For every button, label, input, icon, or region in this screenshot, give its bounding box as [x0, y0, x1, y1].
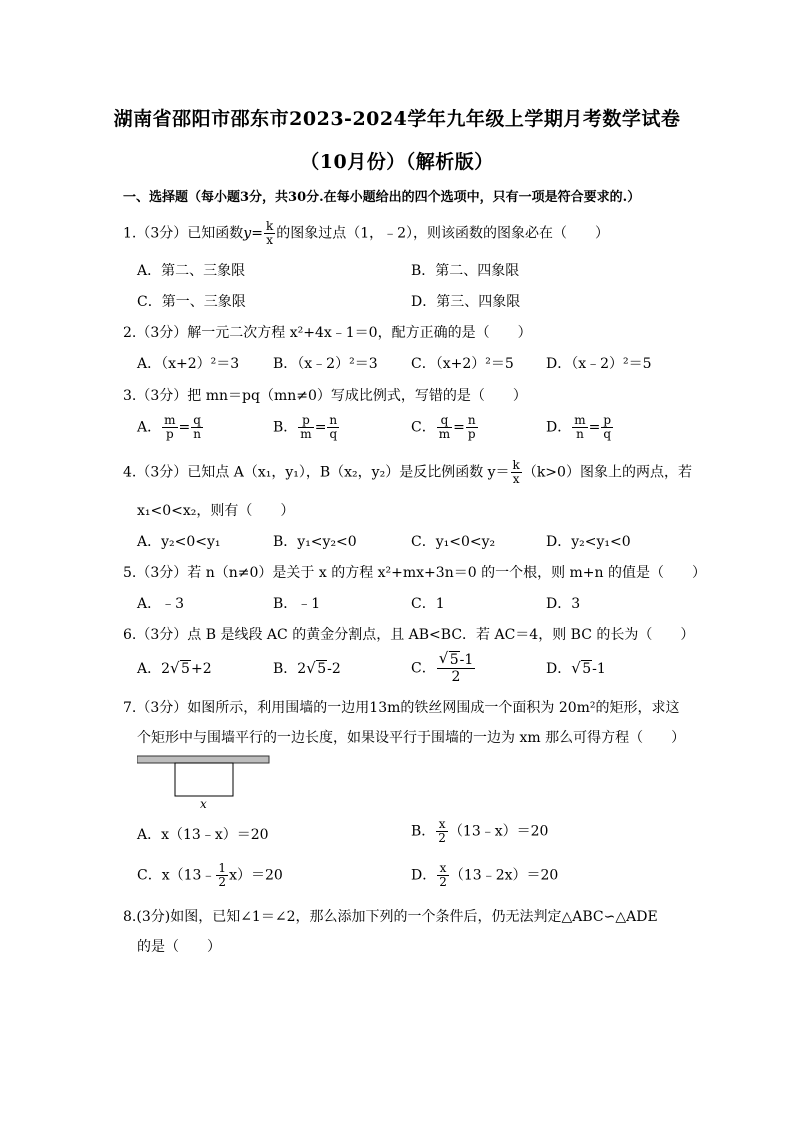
- rectangle: [175, 763, 233, 796]
- question-4-line-2: x₁<0<x₂，则有（ ）: [137, 503, 295, 519]
- option-b: B．第二、四象限: [411, 263, 520, 279]
- option-b: B．﹣1: [273, 596, 321, 612]
- option-a: A．y₂<0<y₁: [137, 534, 221, 550]
- question-1: 1.（3分）已知函数y= $\frac{k}{x}$ 的图象过点（1，﹣2），则该函数的图象必在（ ）: [123, 219, 610, 247]
- question-7: 7.（3分）如图所示，利用围墙的一边用13m的铁丝网围成一个面积为 20m²的矩形，求这: [123, 700, 680, 716]
- option-d: D． $\frac{m}{n}$ = $\frac{p}{q}$: [546, 413, 612, 441]
- question-5: 5.（3分）若 n（n≠0）是关于 x 的方程 x²+mx+3n＝0 的一个根，则 m+n 的值是（ ）: [123, 565, 706, 581]
- option-c: C．第一、三象限: [137, 294, 246, 310]
- option-b: B．2√ 5-2: [273, 658, 341, 678]
- option-d: D．（x﹣2）²＝5: [546, 356, 652, 372]
- question-6: 6.（3分）点 B 是线段 AC 的黄金分割点，且 AB<BC．若 AC＝4，则 BC 的长为（ ）: [123, 627, 695, 643]
- question-3: 3.（3分）把 mn＝pq（mn≠0）写成比例式，写错的是（ ）: [123, 388, 527, 404]
- option-a: A．第二、三象限: [137, 263, 246, 279]
- option-b: B．（x﹣2）²＝3: [273, 356, 378, 372]
- option-d: D．y₂<y₁<0: [546, 534, 631, 550]
- option-c: C． $\frac{q}{m}$ = $\frac{n}{p}$: [411, 413, 476, 441]
- option-a: A．x（13﹣x）＝20: [137, 827, 269, 843]
- option-a: A． $\frac{m}{p}$ = $\frac{q}{n}$: [137, 413, 201, 441]
- question-7-line-2: 个矩形中与围墙平行的一边长度，如果设平行于围墙的一边为 xm 那么可得方程（ ）: [137, 730, 686, 746]
- option-b: B． $\frac{p}{m}$ = $\frac{n}{q}$: [273, 413, 338, 441]
- option-c: C． √ $\frac{5-1}{2}$: [411, 652, 476, 685]
- question-8-line-2: 的是（ ）: [137, 939, 221, 955]
- title-line-1: 湖南省邵阳市邵东市2023-2024学年九年级上学期月考数学试卷: [113, 108, 681, 130]
- option-a: A．﹣3: [137, 596, 185, 612]
- question-number: 1.: [123, 225, 137, 242]
- fraction: $\frac{k}{x}$: [265, 219, 274, 247]
- question-2: 2.（3分）解一元二次方程 x²+4x﹣1＝0，配方正确的是（ ）: [123, 325, 532, 341]
- option-a: A．（x+2）²＝3: [137, 356, 240, 372]
- option-d: D． $\frac{x}{2}$ （13﹣2x）＝20: [411, 861, 559, 889]
- option-c: C．1: [411, 596, 445, 612]
- question-score: （3分）: [136, 225, 188, 242]
- section-heading: 一、选择题（每小题3分，共30分.在每小题给出的四个选项中，只有一项是符合要求的.）: [123, 190, 641, 205]
- wall-rectangle-diagram: [137, 752, 277, 812]
- diagram-x-label: x: [200, 797, 207, 811]
- option-d: D．3: [546, 596, 581, 612]
- option-b: B．y₁<y₂<0: [273, 534, 357, 550]
- option-a: A．2√ 5+2: [137, 658, 212, 678]
- option-c: C．y₁<0<y₂: [411, 534, 496, 550]
- option-b: B． $\frac{x}{2}$ （13﹣x）＝20: [411, 817, 549, 845]
- option-d: D．第三、四象限: [411, 294, 521, 310]
- question-4: 4.（3分）已知点 A（x₁，y₁），B（x₂，y₂）是反比例函数 y＝ $\frac{k}{x}$ （k>0）图象上的两点，若: [123, 458, 692, 486]
- question-8: 8.(3分)如图，已知∠1＝∠2，那么添加下列的一个条件后，仍无法判定△ABC∽△ADE: [123, 909, 658, 925]
- title-line-2: （10月份）（解析版）: [300, 151, 494, 173]
- option-c: C．x（13﹣ $\frac{1}{2}$ x）＝20: [137, 861, 283, 889]
- option-d: D．√ 5-1: [546, 658, 606, 678]
- option-c: C．（x+2）²＝5: [411, 356, 514, 372]
- wall: [137, 756, 269, 763]
